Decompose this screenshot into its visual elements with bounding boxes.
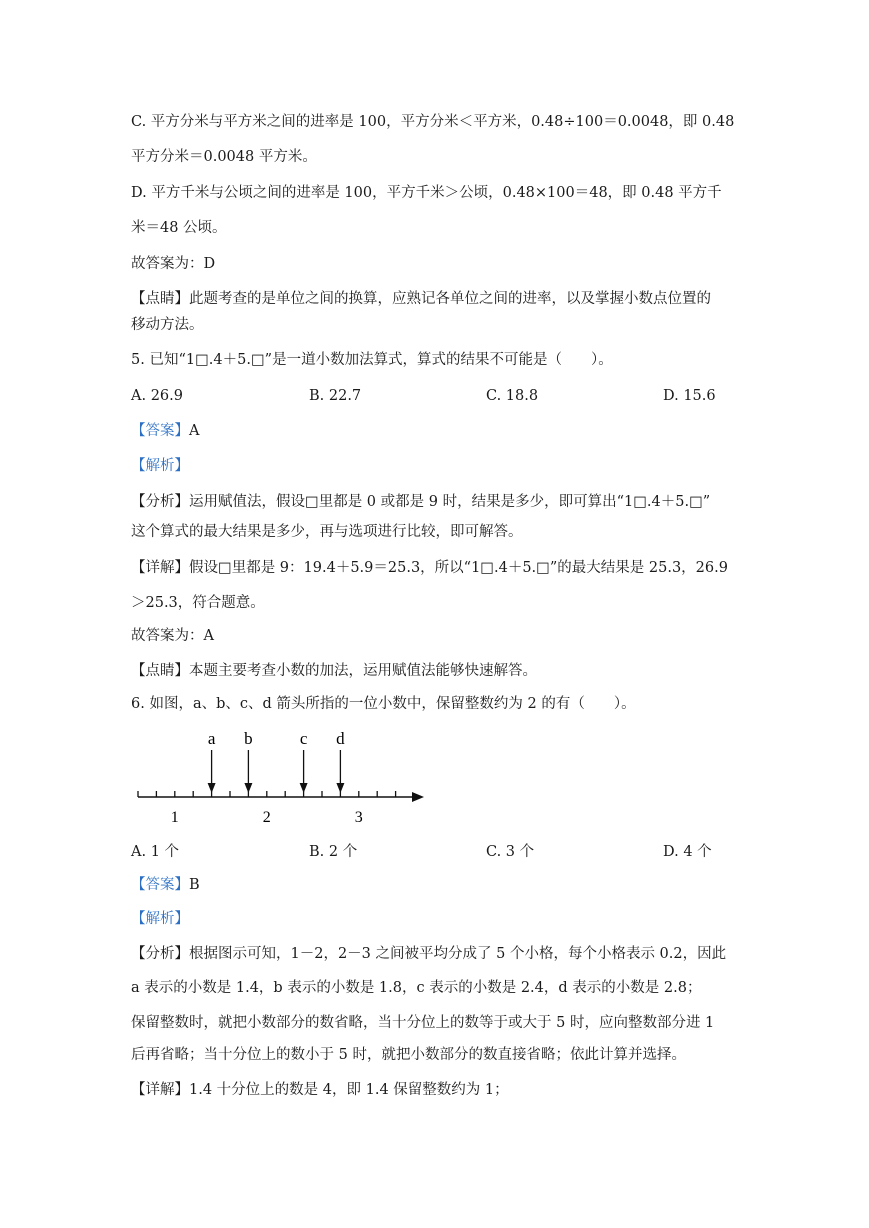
q5-detail-line1: 【详解】假设□里都是 9：19.4＋5.9＝25.3，所以“1□.4＋5.□”的最大结果是 25.3，26.9 [131,560,728,576]
option-d-explanation-line2: 米＝48 公顷。 [131,220,227,236]
number-line-labels [171,809,363,826]
q6-option-c: C. 3 个 [486,844,535,860]
q6-stem: 6. 如图，a、b、c、d 箭头所指的一位小数中，保留整数约为 2 的有（ ）。 [131,696,636,712]
q6-option-b: B. 2 个 [309,844,358,860]
q6-detail-line1: 【详解】1.4 十分位上的数是 4，即 1.4 保留整数约为 1； [131,1082,509,1098]
pointer-arrowhead-c [300,783,308,793]
q5-option-b: B. 22.7 [309,388,362,404]
q6-option-d: D. 4 个 [663,844,712,860]
pointer-label-c: c [299,729,308,748]
option-c-explanation-line2: 平方分米＝0.0048 平方米。 [131,149,317,165]
q6-analysis-line1: 【分析】根据图示可知，1－2，2－3 之间被平均分成了 5 个小格，每个小格表示 0.2，因此 [131,946,727,962]
prev-comment-line2: 移动方法。 [131,317,204,333]
q5-answer [131,421,199,441]
pointer-label-d: d [336,729,345,748]
q5-final-answer: 故答案为：A [131,628,214,644]
q5-answer-tag: 【答案】 [131,423,189,439]
q6-option-a: A. 1 个 [131,844,180,860]
number-line-arrowhead [412,792,424,802]
q6-analysis-line4: 后再省略；当十分位上的数小于 5 时，就把小数部分的数直接省略；依此计算并选择。 [131,1047,686,1063]
number-line-tick-label: 3 [354,809,363,826]
number-line-tick-label: 1 [170,809,179,826]
option-d-explanation-line1: D. 平方千米与公顷之间的进率是 100，平方千米＞公顷，0.48×100＝48，即 0.48 平方千 [131,185,722,201]
q5-option-c: C. 18.8 [486,388,539,404]
prev-final-answer: 故答案为：D [131,256,216,272]
pointer-arrowhead-a [208,783,216,793]
q5-option-a: A. 26.9 [131,388,183,404]
pointer-label-b: b [244,729,253,748]
pointer-arrowhead-b [244,783,252,793]
q6-answer-tag: 【答案】 [131,877,189,893]
q5-detail-line2: ＞25.3，符合题意。 [131,595,265,611]
q5-answer-value: A [189,423,200,439]
q5-option-d: D. 15.6 [663,388,716,404]
number-line-ticks [138,791,396,797]
q6-answer [131,875,200,895]
prev-comment-line1: 【点睛】此题考查的是单位之间的换算，应熟记各单位之间的进率，以及掌握小数点位置的 [131,291,711,307]
pointer-label-a: a [207,729,216,748]
q5-comment: 【点睛】本题主要考查小数的加法，运用赋值法能够快速解答。 [131,663,537,679]
q6-analysis-tag: 【解析】 [131,911,189,927]
q5-analysis-line2: 这个算式的最大结果是多少，再与选项进行比较，即可解答。 [131,524,523,540]
number-line-figure [130,725,430,830]
option-c-explanation-line1: C. 平方分米与平方米之间的进率是 100，平方分米＜平方米，0.48÷100＝0.0048，即 0.48 [131,114,735,130]
q6-analysis-line3: 保留整数时，就把小数部分的数省略，当十分位上的数等于或大于 5 时，应向整数部分进 1 [131,1015,715,1031]
q5-analysis-line1: 【分析】运用赋值法，假设□里都是 0 或都是 9 时，结果是多少，即可算出“1□.4＋5.□” [131,494,711,510]
q6-answer-value: B [189,877,200,893]
number-line-tick-label: 2 [262,809,271,826]
pointer-arrowhead-d [336,783,344,793]
q5-stem: 5. 已知“1□.4＋5.□”是一道小数加法算式，算式的结果不可能是（ ）。 [131,352,613,368]
q6-analysis-line2: a 表示的小数是 1.4，b 表示的小数是 1.8，c 表示的小数是 2.4，d 表示的小数是 2.8； [131,980,702,996]
number-line-pointers [208,729,346,793]
q5-analysis-tag: 【解析】 [131,458,189,474]
